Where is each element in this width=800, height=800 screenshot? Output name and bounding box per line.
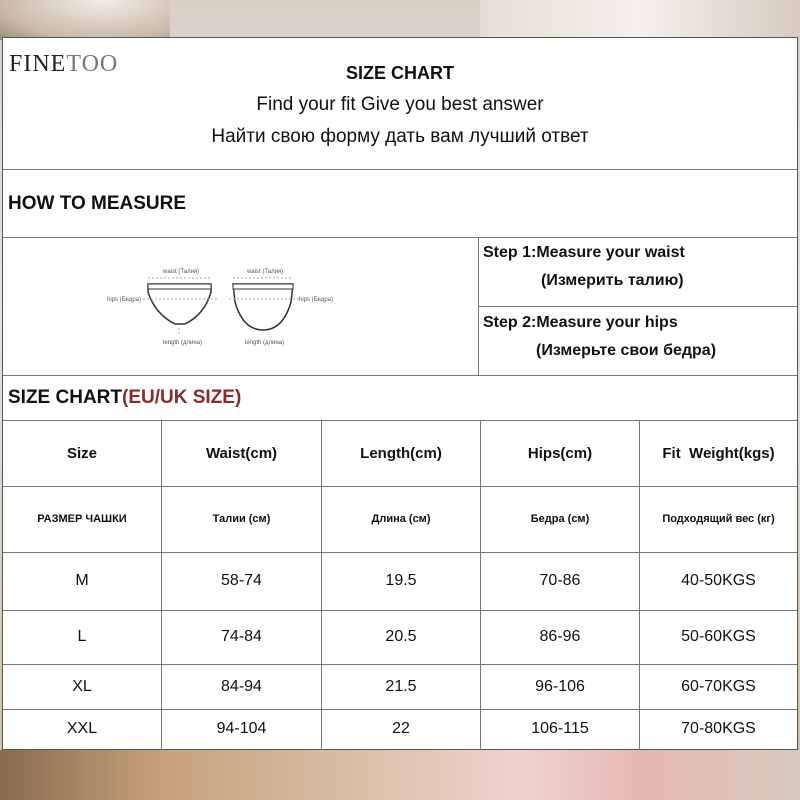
table-cell: 70-86 xyxy=(539,572,581,589)
underwear-measure-diagram xyxy=(107,262,343,352)
table-cell: XL xyxy=(72,677,92,695)
back-waist-label: waist (Талия) xyxy=(247,269,284,275)
background-photo-bottom xyxy=(0,750,800,800)
table-cell: 96-106 xyxy=(535,677,585,695)
header-hips-ru: Бедра (см) xyxy=(530,513,590,525)
header-fit-weight-ru: Подходящий вес (кг) xyxy=(662,513,775,525)
step-2-russian: (Измерьте свои бедра) xyxy=(536,342,717,359)
table-cell: 40-50KGS xyxy=(681,572,756,589)
table-cell: 86-96 xyxy=(539,628,581,645)
header-size-ru: РАЗМЕР ЧАШКИ xyxy=(37,513,127,525)
back-length-label: length (длина) xyxy=(245,340,285,346)
table-cell: 60-70KGS xyxy=(681,677,756,695)
background-photo-top-left xyxy=(0,0,170,40)
front-hips-label: hips (Бедра) xyxy=(107,297,141,303)
table-cell: M xyxy=(75,572,89,589)
step-2-text: Step 2:Measure your hips xyxy=(483,314,678,331)
header-waist-ru: Талии (см) xyxy=(212,513,271,525)
brand-logo: FINETOO xyxy=(9,51,119,77)
table-cell: 22 xyxy=(392,720,410,737)
size-chart-sheet xyxy=(2,37,798,750)
back-hips-label: hips (Бедра) xyxy=(299,297,333,303)
header-fit-weight: Fit Weight(kgs) xyxy=(662,444,775,462)
header-waist: Waist(cm) xyxy=(205,444,278,462)
step-1-russian: (Измерить талию) xyxy=(541,272,684,289)
table-cell: 20.5 xyxy=(385,628,417,645)
table-cell: 19.5 xyxy=(385,572,417,589)
header-length-ru: Длина (см) xyxy=(371,513,431,525)
table-cell: 50-60KGS xyxy=(681,628,756,645)
table-cell: L xyxy=(77,628,87,645)
size-chart-heading: SIZE CHART(EU/UK SIZE) xyxy=(8,387,242,408)
header-hips: Hips(cm) xyxy=(527,444,593,462)
divider xyxy=(3,169,797,170)
divider xyxy=(3,237,797,238)
table-cell: XXL xyxy=(66,720,98,737)
subtitle-english: Find your fit Give you best answer xyxy=(256,94,544,115)
table-cell: 84-94 xyxy=(221,677,262,695)
page-title: SIZE CHART xyxy=(346,63,454,83)
divider xyxy=(478,306,797,307)
header-size: Size xyxy=(66,444,97,462)
front-length-label: length (длина) xyxy=(163,340,203,346)
table-cell: 21.5 xyxy=(385,677,417,695)
table-cell: 74-84 xyxy=(221,628,262,645)
table-cell: 94-104 xyxy=(216,720,267,737)
subtitle-russian: Найти свою форму дать вам лучший ответ xyxy=(211,126,589,147)
front-waist-label: waist (Талия) xyxy=(163,269,200,275)
table-cell: 58-74 xyxy=(221,572,262,589)
header-length: Length(cm) xyxy=(360,444,442,462)
step-1-text: Step 1:Measure your waist xyxy=(483,244,685,261)
divider xyxy=(3,375,797,376)
how-to-measure-heading: HOW TO MEASURE xyxy=(8,193,187,214)
background-photo-top-right xyxy=(480,0,800,40)
table-cell: 70-80KGS xyxy=(681,720,756,737)
table-cell: 106-115 xyxy=(531,720,589,737)
